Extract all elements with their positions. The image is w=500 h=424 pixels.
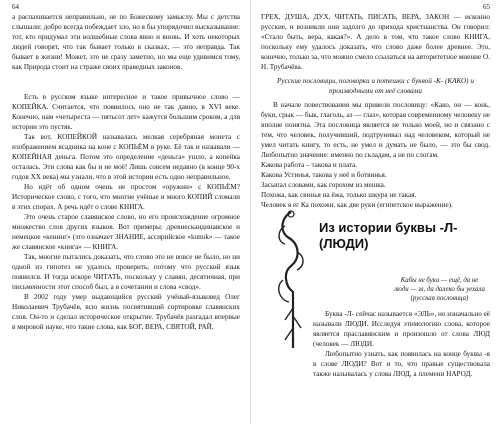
proverb-line: Засыпал словами, как горохом из мешка. — [261, 181, 386, 189]
section-title — [319, 220, 457, 252]
proverb-line: Похожа, как свинья на ёжа, только шкура не такая. — [261, 191, 417, 199]
page-number-left: 64 — [12, 3, 19, 11]
paragraph: В начале повествования мы привели пословицу: «Како, он — конь, буки, срык — бык, глаголь, аз — глаз», которая современному человеку не вполне понятна. Эта пословица является не только моей, но и связано с тем, что человек, получивший, подтрунивал над человеком, который не умел читать книгу, то есть, не умел и думать не было, — это бы свод. Любопытно значение: именно по складам, а не по слогам. — [261, 101, 490, 159]
epigraph-line: Кабы не буки — ещё, да не — [400, 277, 479, 284]
ornament-letter-icon — [271, 208, 311, 358]
proverbs-heading: Русские пословицы, поговорки и потешки с буквой -К- (КАКО) и производными от неё словами — [277, 77, 474, 95]
paragraph: Есть в русском языке интересное и такое привычное слово — КОПЕЙКА. Считается, что появилось оно не так давно, в XVI веке. Конечно, нам «четыреста — пятьсот лет» кажутся большим сроком, а для истории это пустяк. — [12, 93, 240, 131]
paragraph: Это очень старое славянское слово, но его происхождение огромное множество слов других языков. Вот примеры: древнескандинавское и немецкое «кенинг» (это означает ЗНАНИЕ, ассирийское «kunuk» — такое же славянское «книга» — КНИГА. — [12, 213, 240, 251]
paragraph: Так, многие пытались доказать, что слово это не вовсе не было, но ни одной из гипотез не удалось проверить, потому что русский язык появился. И тогда вскоре ЧИТАТЬ, поскольку у славян, десятичная, при письменности этот способ был, а в сочетании и слова «свод». — [12, 253, 240, 291]
right-page — [250, 0, 500, 424]
paragraph: Так вот, КОПЕЙКОЙ называлась мелкая серебряная монета с изображением всадника на коне с КОПЬЁМ в руке. Её так и называли — КОПЕЙНАЯ деньга. Потом это определение «деньга» ушло, а копейка осталась. Эти слова как бы и не моё! Лишь совсем недавно (в конце 90-х годов XX века) мы узнали, что в этой истории есть одно неправильное. — [12, 133, 240, 181]
section-title-line: (ЛЮДИ) — [319, 236, 369, 251]
paragraph: Но идёт об одном очень не простом «оружии» с КОПЬЁМ? Историческое слово, с того, что многие учёные и много КОПИЙ сломали в этих спорах. А речь идёт о слове КНИГА. — [12, 183, 240, 211]
paragraph: а распахивается неправильно, не по Божескому замыслу. Мы с детства слышали: добро всегда побеждает зло, но я бы упорядочил высказывание: тот, кто придумал эти волшебные слова явно и вновь. И хоть некоторых людей говорят, что так бывает только в сказках, — это неправда. Так бывает в жизни! Может, это не сразу заметно, но мы еще удивимся тому, как Природа стоит на страже своих праведных законов. — [12, 13, 240, 71]
paragraph: В 2002 году умер выдающийся русский учёный-языковед Олег Николаевич Трубачёв, всю жизнь посвятивший сортировке славянских слов. Он-то и сделал историческое открытие. Трубачёв разгадал впервые в мировой науке, что такие слова, как БОГ, ВЕРА, СВЯТОЙ, РАЙ, — [12, 293, 240, 331]
proverb-line: Человек я ег Ка похожи, как две руки (египетское выражение). — [261, 201, 453, 209]
proverb-line: Какова Устинья, такова у неё и ботвинья. — [261, 171, 387, 179]
paragraph: Буква -Л- сейчас называется «ЭЛЬ», но изначально её называли ЛЮДИ. Исследуя этимологию слова, которое является праславянским и произошло от слова ЛЮД (человек — ЛЮДИ. — [313, 310, 490, 348]
paragraph: ГРЕХ, ДУША, ДУХ, ЧИТАТЬ, ПИСАТЬ, ВЕРА, ЗАКОН — исконно русские, и возникли они задолго до прихода христианства. Он говорил: «Стало быть, вера, какая?». А дело в том, что такое слово КНИГА, поскольку ему удалось доказать, что слово даже более древнее. Это, конечно, только за, что можно смело ссылаться на авторитетное мнение О. Н. Трубачёва. — [261, 13, 490, 71]
section-header — [261, 216, 490, 272]
paragraph: Любопытно узнать, как появилась на конце буквы -я в слове ЛЮДИ? Вот и то, что правые существовала также называлась у слова ЛЮД, а племени НАРОД. — [313, 350, 490, 378]
section-title-line: Из истории буквы -Л- — [319, 220, 458, 235]
epigraph — [389, 276, 490, 303]
proverb-line: Какова работа – такова и плата. — [261, 161, 358, 169]
epigraph-source: (русская пословица) — [410, 295, 469, 302]
epigraph-line: люди — зл, да далеко бы уехала — [394, 286, 485, 293]
page-number-right: 65 — [483, 3, 490, 11]
